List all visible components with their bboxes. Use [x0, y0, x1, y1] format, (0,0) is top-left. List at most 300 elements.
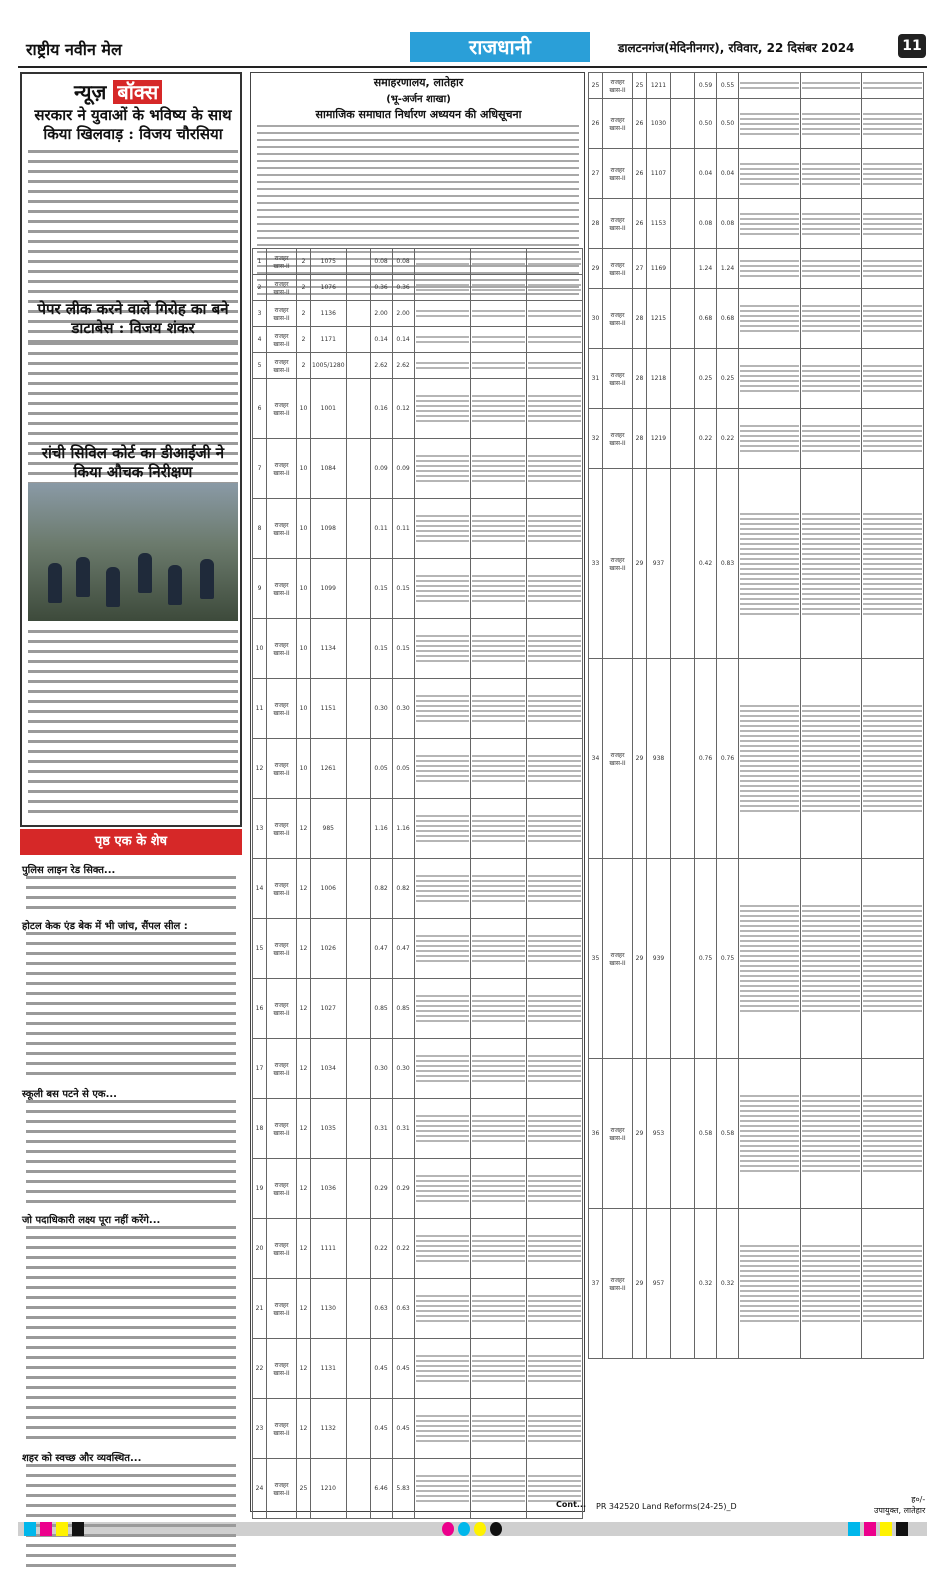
cell-boundary-desc — [526, 739, 582, 799]
table-row — [589, 1209, 924, 1359]
cell-boundary-desc — [470, 1039, 526, 1099]
cell-village: राजहर खास-II — [267, 249, 297, 275]
cell-khata: 12 — [297, 1219, 311, 1279]
cell-boundary-desc — [470, 559, 526, 619]
cell-serial: 20 — [253, 1219, 267, 1279]
cell-boundary-desc — [526, 353, 582, 379]
cell-land-type — [346, 1399, 370, 1459]
cell-land-type — [346, 499, 370, 559]
cell-boundary-desc — [800, 859, 862, 1059]
news-box — [20, 72, 242, 827]
cell-boundary-desc — [800, 1059, 862, 1209]
continued-head-2: होटल केक एंड बेक में भी जांच, सैंपल सील : — [22, 921, 188, 932]
headline-2: पेपर लीक करने वाले गिरोह का बने डाटाबेस : विजय शंकर — [37, 300, 229, 337]
cell-boundary-desc — [862, 859, 924, 1059]
cell-acquired: 0.47 — [392, 919, 414, 979]
cell-boundary-desc — [800, 99, 862, 149]
cell-plot: 938 — [647, 659, 671, 859]
cell-area: 0.29 — [370, 1159, 392, 1219]
cell-boundary-desc — [470, 859, 526, 919]
cell-boundary-desc — [470, 1159, 526, 1219]
cell-area: 1.16 — [370, 799, 392, 859]
cell-area: 0.04 — [695, 149, 717, 199]
cell-serial: 16 — [253, 979, 267, 1039]
cell-village: राजहर खास-II — [267, 679, 297, 739]
cell-khata: 12 — [297, 799, 311, 859]
cell-area: 0.45 — [370, 1399, 392, 1459]
cell-plot: 1261 — [311, 739, 347, 799]
cell-acquired: 5.83 — [392, 1459, 414, 1519]
cell-village: राजहर खास-II — [603, 289, 633, 349]
cell-village: राजहर खास-II — [603, 199, 633, 249]
cell-land-type — [346, 1039, 370, 1099]
cell-plot: 1098 — [311, 499, 347, 559]
cell-boundary-desc — [470, 1399, 526, 1459]
cell-khata: 25 — [633, 73, 647, 99]
cell-serial: 22 — [253, 1339, 267, 1399]
cell-land-type — [346, 1279, 370, 1339]
cell-boundary-desc — [739, 859, 801, 1059]
cell-boundary-desc — [739, 249, 801, 289]
cell-boundary-desc — [739, 73, 801, 99]
cell-plot: 1076 — [311, 275, 347, 301]
cell-khata: 25 — [297, 1459, 311, 1519]
table-row — [253, 619, 583, 679]
cell-boundary-desc — [862, 349, 924, 409]
cell-boundary-desc — [739, 349, 801, 409]
table-row — [253, 739, 583, 799]
table-row — [253, 799, 583, 859]
cell-khata: 29 — [633, 1059, 647, 1209]
land-table-left — [252, 248, 583, 1519]
cell-boundary-desc — [800, 149, 862, 199]
cell-plot: 1036 — [311, 1159, 347, 1219]
cell-village: राजहर खास-II — [267, 379, 297, 439]
cell-serial: 2 — [253, 275, 267, 301]
cell-acquired: 0.31 — [392, 1099, 414, 1159]
cell-area: 0.16 — [370, 379, 392, 439]
cell-boundary-desc — [800, 1209, 862, 1359]
cell-boundary-desc — [470, 327, 526, 353]
table-row — [253, 353, 583, 379]
table-row — [253, 379, 583, 439]
continued-banner: पृष्ठ एक के शेष — [20, 829, 242, 855]
cell-boundary-desc — [414, 439, 470, 499]
cell-acquired: 0.12 — [392, 379, 414, 439]
cell-boundary-desc — [470, 619, 526, 679]
cell-acquired: 0.22 — [717, 409, 739, 469]
cell-village: राजहर खास-II — [267, 353, 297, 379]
cell-area: 0.75 — [695, 859, 717, 1059]
table-row — [589, 1059, 924, 1209]
cell-area: 2.62 — [370, 353, 392, 379]
cell-boundary-desc — [414, 619, 470, 679]
left-column — [20, 72, 242, 1512]
cell-area: 0.45 — [370, 1339, 392, 1399]
cell-serial: 29 — [589, 249, 603, 289]
cell-boundary-desc — [526, 919, 582, 979]
cell-village: राजहर खास-II — [603, 1209, 633, 1359]
cell-acquired: 1.24 — [717, 249, 739, 289]
cell-land-type — [346, 379, 370, 439]
cell-boundary-desc — [470, 739, 526, 799]
cell-land-type — [346, 859, 370, 919]
cell-land-type — [671, 199, 695, 249]
cell-area: 1.24 — [695, 249, 717, 289]
cell-boundary-desc — [470, 275, 526, 301]
cell-boundary-desc — [526, 1039, 582, 1099]
table-row — [589, 199, 924, 249]
cell-plot: 1169 — [647, 249, 671, 289]
cell-plot: 1099 — [311, 559, 347, 619]
cell-boundary-desc — [414, 379, 470, 439]
cell-acquired: 0.25 — [717, 349, 739, 409]
cell-acquired: 0.15 — [392, 619, 414, 679]
cell-boundary-desc — [739, 99, 801, 149]
cell-boundary-desc — [470, 1279, 526, 1339]
cell-boundary-desc — [414, 559, 470, 619]
cell-boundary-desc — [862, 469, 924, 659]
cell-land-type — [346, 439, 370, 499]
cell-plot: 1132 — [311, 1399, 347, 1459]
notice-branch: (भू-अर्जन शाखा) — [386, 94, 451, 105]
cell-boundary-desc — [470, 979, 526, 1039]
cell-khata: 2 — [297, 327, 311, 353]
cell-boundary-desc — [739, 149, 801, 199]
cell-plot: 1075 — [311, 249, 347, 275]
cell-boundary-desc — [526, 275, 582, 301]
table-row — [253, 679, 583, 739]
cell-boundary-desc — [414, 249, 470, 275]
cell-land-type — [346, 1219, 370, 1279]
cell-area: 0.42 — [695, 469, 717, 659]
cell-boundary-desc — [470, 439, 526, 499]
table-row — [253, 301, 583, 327]
cell-boundary-desc — [526, 1399, 582, 1459]
cell-area: 0.15 — [370, 559, 392, 619]
cell-plot: 1210 — [311, 1459, 347, 1519]
cell-khata: 29 — [633, 859, 647, 1059]
cell-boundary-desc — [414, 919, 470, 979]
cell-plot: 1084 — [311, 439, 347, 499]
cell-acquired: 0.30 — [392, 1039, 414, 1099]
cell-plot: 1131 — [311, 1339, 347, 1399]
cell-serial: 1 — [253, 249, 267, 275]
cell-boundary-desc — [800, 73, 862, 99]
cell-land-type — [671, 1059, 695, 1209]
cell-village: राजहर खास-II — [267, 439, 297, 499]
cell-boundary-desc — [414, 679, 470, 739]
cell-serial: 24 — [253, 1459, 267, 1519]
cell-serial: 3 — [253, 301, 267, 327]
cell-village: राजहर खास-II — [603, 1059, 633, 1209]
cell-village: राजहर खास-II — [267, 619, 297, 679]
cell-boundary-desc — [862, 199, 924, 249]
table-row — [253, 859, 583, 919]
table-row — [589, 349, 924, 409]
cell-khata: 10 — [297, 439, 311, 499]
cell-boundary-desc — [414, 1099, 470, 1159]
cell-land-type — [671, 289, 695, 349]
cell-acquired: 0.58 — [717, 1059, 739, 1209]
cell-acquired: 0.08 — [392, 249, 414, 275]
cell-area: 0.30 — [370, 679, 392, 739]
cell-plot: 1034 — [311, 1039, 347, 1099]
news-box-title — [74, 78, 162, 105]
cell-village: राजहर खास-II — [603, 349, 633, 409]
table-row — [589, 249, 924, 289]
cell-area: 0.22 — [370, 1219, 392, 1279]
cell-boundary-desc — [470, 1099, 526, 1159]
cell-village: राजहर खास-II — [603, 469, 633, 659]
header-rule — [18, 66, 927, 68]
cell-acquired: 0.08 — [717, 199, 739, 249]
cell-village: राजहर खास-II — [603, 859, 633, 1059]
cell-boundary-desc — [526, 1159, 582, 1219]
cell-boundary-desc — [470, 353, 526, 379]
cell-plot: 1130 — [311, 1279, 347, 1339]
cell-boundary-desc — [470, 799, 526, 859]
cell-serial: 31 — [589, 349, 603, 409]
dateline: डालटनगंज(मेदिनीनगर), रविवार, 22 दिसंबर 2024 — [618, 41, 855, 55]
table-row — [589, 149, 924, 199]
cell-khata: 12 — [297, 1039, 311, 1099]
cell-village: राजहर खास-II — [267, 301, 297, 327]
cell-serial: 18 — [253, 1099, 267, 1159]
cell-acquired: 0.83 — [717, 469, 739, 659]
cell-khata: 10 — [297, 559, 311, 619]
cell-village: राजहर खास-II — [603, 659, 633, 859]
cell-boundary-desc — [862, 1209, 924, 1359]
cell-area: 0.08 — [370, 249, 392, 275]
cell-serial: 25 — [589, 73, 603, 99]
cell-village: राजहर खास-II — [267, 919, 297, 979]
table-row — [589, 99, 924, 149]
cell-boundary-desc — [470, 499, 526, 559]
cell-boundary-desc — [862, 1059, 924, 1209]
cell-village: राजहर खास-II — [267, 559, 297, 619]
cell-boundary-desc — [800, 289, 862, 349]
cell-land-type — [346, 559, 370, 619]
cell-acquired: 1.16 — [392, 799, 414, 859]
cell-boundary-desc — [526, 1219, 582, 1279]
cell-village: राजहर खास-II — [267, 1039, 297, 1099]
cell-boundary-desc — [470, 249, 526, 275]
cell-land-type — [346, 353, 370, 379]
cell-boundary-desc — [414, 979, 470, 1039]
cell-serial: 6 — [253, 379, 267, 439]
cell-boundary-desc — [739, 409, 801, 469]
cell-land-type — [346, 249, 370, 275]
cell-plot: 1151 — [311, 679, 347, 739]
cell-area: 0.59 — [695, 73, 717, 99]
cell-boundary-desc — [526, 301, 582, 327]
table-row — [589, 859, 924, 1059]
cell-boundary-desc — [800, 249, 862, 289]
cell-plot: 1215 — [647, 289, 671, 349]
cell-acquired: 0.29 — [392, 1159, 414, 1219]
cell-boundary-desc — [526, 249, 582, 275]
cell-plot: 953 — [647, 1059, 671, 1209]
cell-serial: 5 — [253, 353, 267, 379]
cell-serial: 9 — [253, 559, 267, 619]
cell-acquired: 0.68 — [717, 289, 739, 349]
cell-boundary-desc — [800, 409, 862, 469]
cell-land-type — [346, 979, 370, 1039]
cell-land-type — [346, 679, 370, 739]
cell-boundary-desc — [739, 659, 801, 859]
cell-plot: 1035 — [311, 1099, 347, 1159]
cell-acquired: 0.30 — [392, 679, 414, 739]
notice-office: समाहरणालय, लातेहार — [373, 76, 464, 89]
cell-serial: 37 — [589, 1209, 603, 1359]
cell-boundary-desc — [862, 659, 924, 859]
cell-village: राजहर खास-II — [267, 327, 297, 353]
cell-area: 0.11 — [370, 499, 392, 559]
cell-area: 0.22 — [695, 409, 717, 469]
cell-land-type — [671, 249, 695, 289]
continued-head-5: शहर को स्वच्छ और व्यवस्थित... — [22, 1453, 142, 1464]
cell-boundary-desc — [414, 353, 470, 379]
cell-boundary-desc — [526, 1279, 582, 1339]
cell-acquired: 0.45 — [392, 1399, 414, 1459]
cell-village: राजहर खास-II — [267, 739, 297, 799]
headline-1: सरकार ने युवाओं के भविष्य के साथ किया खिलवाड़ : विजय चौरसिया — [34, 106, 232, 143]
cell-serial: 8 — [253, 499, 267, 559]
cell-village: राजहर खास-II — [603, 99, 633, 149]
color-bar-left — [24, 1522, 88, 1536]
cell-area: 0.30 — [370, 1039, 392, 1099]
signature-line-1: ह०/- — [911, 1495, 926, 1504]
cell-village: राजहर खास-II — [267, 1399, 297, 1459]
cell-acquired: 0.04 — [717, 149, 739, 199]
cell-boundary-desc — [800, 469, 862, 659]
cell-acquired: 0.85 — [392, 979, 414, 1039]
cell-village: राजहर खास-II — [267, 1279, 297, 1339]
cell-land-type — [346, 1159, 370, 1219]
table-row — [589, 289, 924, 349]
cell-boundary-desc — [414, 1159, 470, 1219]
cell-boundary-desc — [414, 799, 470, 859]
cell-boundary-desc — [739, 1209, 801, 1359]
cell-serial: 17 — [253, 1039, 267, 1099]
cell-serial: 19 — [253, 1159, 267, 1219]
cell-boundary-desc — [414, 1279, 470, 1339]
cell-village: राजहर खास-II — [267, 275, 297, 301]
cell-plot: 1218 — [647, 349, 671, 409]
cell-khata: 12 — [297, 1159, 311, 1219]
cell-boundary-desc — [526, 1459, 582, 1519]
cell-boundary-desc — [862, 289, 924, 349]
cell-plot: 1171 — [311, 327, 347, 353]
cell-acquired: 2.62 — [392, 353, 414, 379]
cell-khata: 28 — [633, 349, 647, 409]
cell-khata: 26 — [633, 149, 647, 199]
cell-serial: 23 — [253, 1399, 267, 1459]
cell-boundary-desc — [470, 379, 526, 439]
cell-area: 0.76 — [695, 659, 717, 859]
cell-boundary-desc — [470, 1339, 526, 1399]
table-row — [253, 1339, 583, 1399]
table-row — [253, 1099, 583, 1159]
cell-serial: 11 — [253, 679, 267, 739]
cell-boundary-desc — [470, 919, 526, 979]
table-row — [253, 499, 583, 559]
cell-acquired: 0.22 — [392, 1219, 414, 1279]
cell-land-type — [346, 327, 370, 353]
cell-plot: 957 — [647, 1209, 671, 1359]
continued-head-1: पुलिस लाइन रेड सिक्त... — [22, 865, 116, 876]
page-number: 11 — [898, 34, 926, 58]
cell-boundary-desc — [862, 409, 924, 469]
cell-plot: 1005/1280 — [311, 353, 347, 379]
cell-land-type — [671, 409, 695, 469]
cell-area: 0.50 — [695, 99, 717, 149]
cell-land-type — [671, 859, 695, 1059]
cell-plot: 1027 — [311, 979, 347, 1039]
cell-area: 0.36 — [370, 275, 392, 301]
cell-area: 0.68 — [695, 289, 717, 349]
continued-head-3: स्कूली बस पटने से एक... — [22, 1089, 117, 1100]
cell-serial: 7 — [253, 439, 267, 499]
cell-acquired: 0.15 — [392, 559, 414, 619]
cell-boundary-desc — [800, 199, 862, 249]
cell-area: 0.32 — [695, 1209, 717, 1359]
cell-boundary-desc — [526, 1339, 582, 1399]
news-box-title-prefix: न्यूज़ — [74, 80, 107, 104]
cell-acquired: 0.76 — [717, 659, 739, 859]
cell-acquired: 0.45 — [392, 1339, 414, 1399]
continued-body-1 — [26, 876, 236, 916]
table-row — [253, 275, 583, 301]
cell-village: राजहर खास-II — [603, 73, 633, 99]
cell-khata: 26 — [633, 199, 647, 249]
cell-village: राजहर खास-II — [267, 979, 297, 1039]
cell-area: 0.15 — [370, 619, 392, 679]
cell-village: राजहर खास-II — [267, 1459, 297, 1519]
cell-land-type — [671, 99, 695, 149]
cell-boundary-desc — [414, 1219, 470, 1279]
continued-body-5 — [26, 1464, 236, 1574]
cell-serial: 36 — [589, 1059, 603, 1209]
cell-village: राजहर खास-II — [267, 1219, 297, 1279]
cell-area: 0.14 — [370, 327, 392, 353]
cell-boundary-desc — [526, 559, 582, 619]
cell-plot: 1153 — [647, 199, 671, 249]
news-photo — [28, 483, 238, 621]
cell-area: 0.09 — [370, 439, 392, 499]
cell-boundary-desc — [414, 1339, 470, 1399]
cell-plot: 939 — [647, 859, 671, 1059]
cell-plot: 937 — [647, 469, 671, 659]
cell-serial: 15 — [253, 919, 267, 979]
cell-land-type — [346, 619, 370, 679]
table-row — [253, 1219, 583, 1279]
cell-area: 0.82 — [370, 859, 392, 919]
cell-land-type — [671, 73, 695, 99]
cell-land-type — [671, 659, 695, 859]
cell-acquired: 0.05 — [392, 739, 414, 799]
cell-area: 0.05 — [370, 739, 392, 799]
continued-body-3 — [26, 1100, 236, 1210]
cell-boundary-desc — [526, 619, 582, 679]
cell-boundary-desc — [470, 679, 526, 739]
cell-plot: 1026 — [311, 919, 347, 979]
cell-land-type — [671, 469, 695, 659]
cell-khata: 2 — [297, 275, 311, 301]
cell-land-type — [346, 739, 370, 799]
cell-acquired: 0.11 — [392, 499, 414, 559]
